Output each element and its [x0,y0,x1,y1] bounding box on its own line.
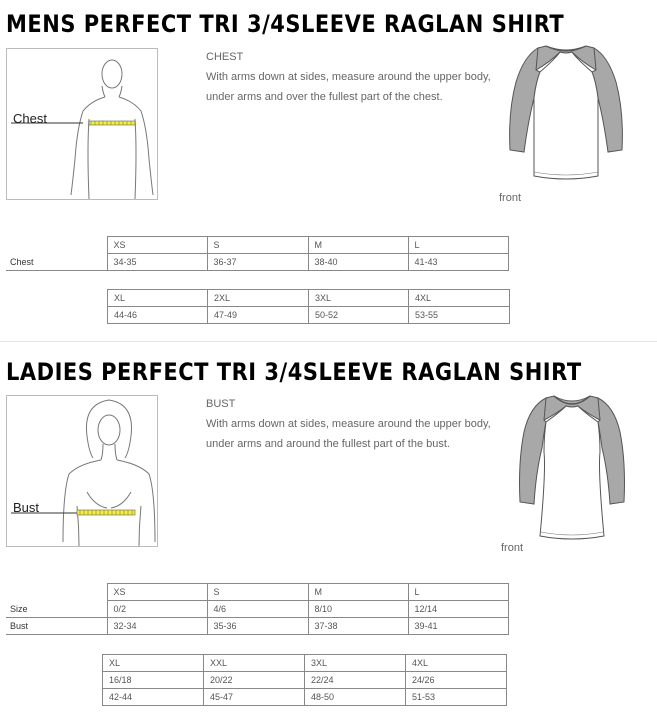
size-header: S [207,237,308,254]
section-divider [0,341,657,342]
table-cell: 36-37 [207,254,308,271]
size-header: XL [103,655,204,672]
mens-size-table-2 [107,289,510,324]
table-cell: 34-35 [107,254,207,271]
table-cell: 38-40 [308,254,408,271]
mens-title: MENS PERFECT TRI 3/4SLEEVE RAGLAN SHIRT [6,10,565,38]
table-cell: 24/26 [406,672,507,689]
mens-measure-heading: CHEST [206,51,244,63]
size-header: L [408,584,508,601]
table-cell: 50-52 [309,307,409,324]
table-cell: 53-55 [409,307,510,324]
row-label: Size [6,601,107,618]
table-header-row [108,290,510,307]
row-label: Bust [6,618,107,635]
table-cell: 51-53 [406,689,507,706]
table-row [6,601,508,618]
table-row [6,618,508,635]
table-cell: 45-47 [204,689,305,706]
ladies-measure-figure [6,395,158,547]
ladies-measure-heading: BUST [206,398,236,410]
mens-size-table-1 [6,236,509,271]
ladies-measure-description: With arms down at sides, measure around the upper body, under arms and around the fullest part of the bust. [206,418,491,450]
size-header: M [308,237,408,254]
table-row [103,672,507,689]
table-cell: 35-36 [207,618,308,635]
size-header: XL [108,290,208,307]
size-header: XS [107,237,207,254]
size-header: 4XL [409,290,510,307]
table-row [108,307,510,324]
ladies-title: LADIES PERFECT TRI 3/4SLEEVE RAGLAN SHIRT [6,358,582,386]
table-cell: 12/14 [408,601,508,618]
table-header-row [6,237,508,254]
female-figure-icon [7,396,157,546]
mens-front-label: front [499,192,522,204]
mens-raglan-shirt-icon [506,42,626,184]
ladies-front-label: front [501,542,524,554]
size-header: L [408,237,508,254]
table-cell: 42-44 [103,689,204,706]
mens-shirt-image [506,42,626,184]
mens-measure-description: With arms down at sides, measure around the upper body, under arms and over the fullest part of the chest. [206,71,491,103]
chest-measure-label: Chest [13,111,47,126]
size-header: 3XL [309,290,409,307]
table-cell: 20/22 [204,672,305,689]
size-header: S [207,584,308,601]
ladies-size-table-1 [6,583,509,635]
table-cell: 41-43 [408,254,508,271]
table-cell: 37-38 [308,618,408,635]
table-cell: 47-49 [208,307,309,324]
ladies-raglan-shirt-icon [514,392,630,540]
table-header-row [103,655,507,672]
table-header-row [6,584,508,601]
size-header: XXL [204,655,305,672]
table-row [6,254,508,271]
size-header: XS [107,584,207,601]
table-row [103,689,507,706]
row-label: Chest [6,254,107,271]
table-cell: 22/24 [305,672,406,689]
table-cell: 4/6 [207,601,308,618]
table-cell: 39-41 [408,618,508,635]
table-cell: 16/18 [103,672,204,689]
ladies-shirt-image [514,392,630,540]
bust-measure-label: Bust [13,500,40,515]
ladies-size-table-2 [102,654,507,706]
size-header: M [308,584,408,601]
size-header: 3XL [305,655,406,672]
table-cell: 0/2 [107,601,207,618]
table-cell: 32-34 [107,618,207,635]
size-header: 4XL [406,655,507,672]
table-cell: 44-46 [108,307,208,324]
mens-measure-figure [6,48,158,200]
size-header: 2XL [208,290,309,307]
table-cell: 48-50 [305,689,406,706]
table-cell: 8/10 [308,601,408,618]
